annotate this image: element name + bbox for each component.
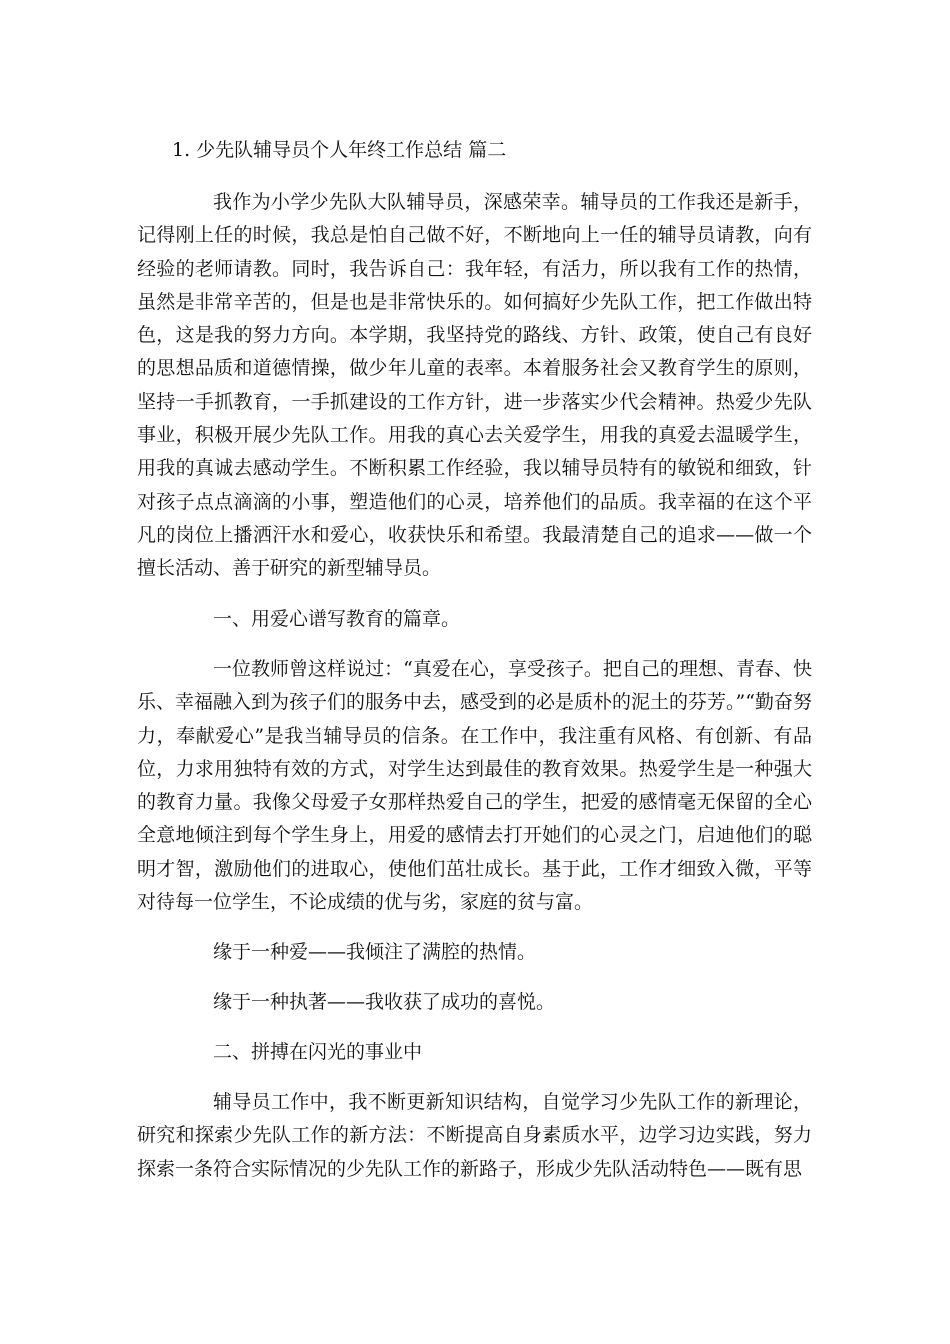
document-title: 1. 少先队辅导员个人年终工作总结 篇二 <box>172 139 507 161</box>
paragraph-persistence-line: 缘于一种执著——我收获了成功的喜悦。 <box>213 991 556 1013</box>
section-heading-2: 二、拼搏在闪光的事业中 <box>213 1041 423 1063</box>
paragraph-section-2: 辅导员工作中，我不断更新知识结构，自觉学习少先队工作的新理论，研究和探索少先队工作的新方法：不断提高自身素质水平，边学习边实践，努力探索一条符合实际情况的少先队工作的新路子，形成少先队活动特色——既有思 <box>137 1091 812 1180</box>
paragraph-intro: 我作为小学少先队大队辅导员，深感荣幸。辅导员的工作我还是新手，记得刚上任的时候，我总是怕自己做不好，不断地向上一任的辅导员请教，向有经验的老师请教。同时，我告诉自己：我年轻，有活力，所以我有工作的热情，虽然是非常辛苦的，但是也是非常快乐的。如何搞好少先队工作，把工作做出特色，这是我的努力方向。本学期，我坚持党的路线、方针、政策，使自己有良好的思想品质和道德情操，做少年儿童的表率。本着服务社会又教育学生的原则，坚持一手抓教育，一手抓建设的工作方针，进一步落实少代会精神。热爱少先队事业，积极开展少先队工作。用我的真心去关爱学生，用我的真爱去温暖学生，用我的真诚去感动学生。不断积累工作经验，我以辅导员特有的敏锐和细致，针对孩子点点滴滴的小事，塑造他们的心灵，培养他们的品质。我幸福的在这个平凡的岗位上播洒汗水和爱心，收获快乐和希望。我最清楚自己的追求——做一个擅长活动、善于研究的新型辅导员。 <box>137 191 812 580</box>
paragraph-love-line: 缘于一种爱——我倾注了满腔的热情。 <box>213 941 537 963</box>
paragraph-section-1: 一位教师曾这样说过：“真爱在心，享受孩子。把自己的理想、青春、快乐、幸福融入到为孩子们的服务中去，感受到的必是质朴的泥土的芬芳。”“勤奋努力，奉献爱心”是我当辅导员的信条。在工作中，我注重有风格、有创新、有品位，力求用独特有效的方式，对学生达到最佳的教育效果。热爱学生是一种强大的教育力量。我像父母爱子女那样热爱自己的学生，把爱的感情毫无保留的全心全意地倾注到每个学生身上，用爱的感情去打开她们的心灵之门，启迪他们的聪明才智，激励他们的进取心，使他们茁壮成长。基于此，工作才细致入微，平等对待每一位学生，不论成绩的优与劣，家庭的贫与富。 <box>137 658 812 914</box>
section-heading-1: 一、用爱心谱写教育的篇章。 <box>213 608 461 630</box>
